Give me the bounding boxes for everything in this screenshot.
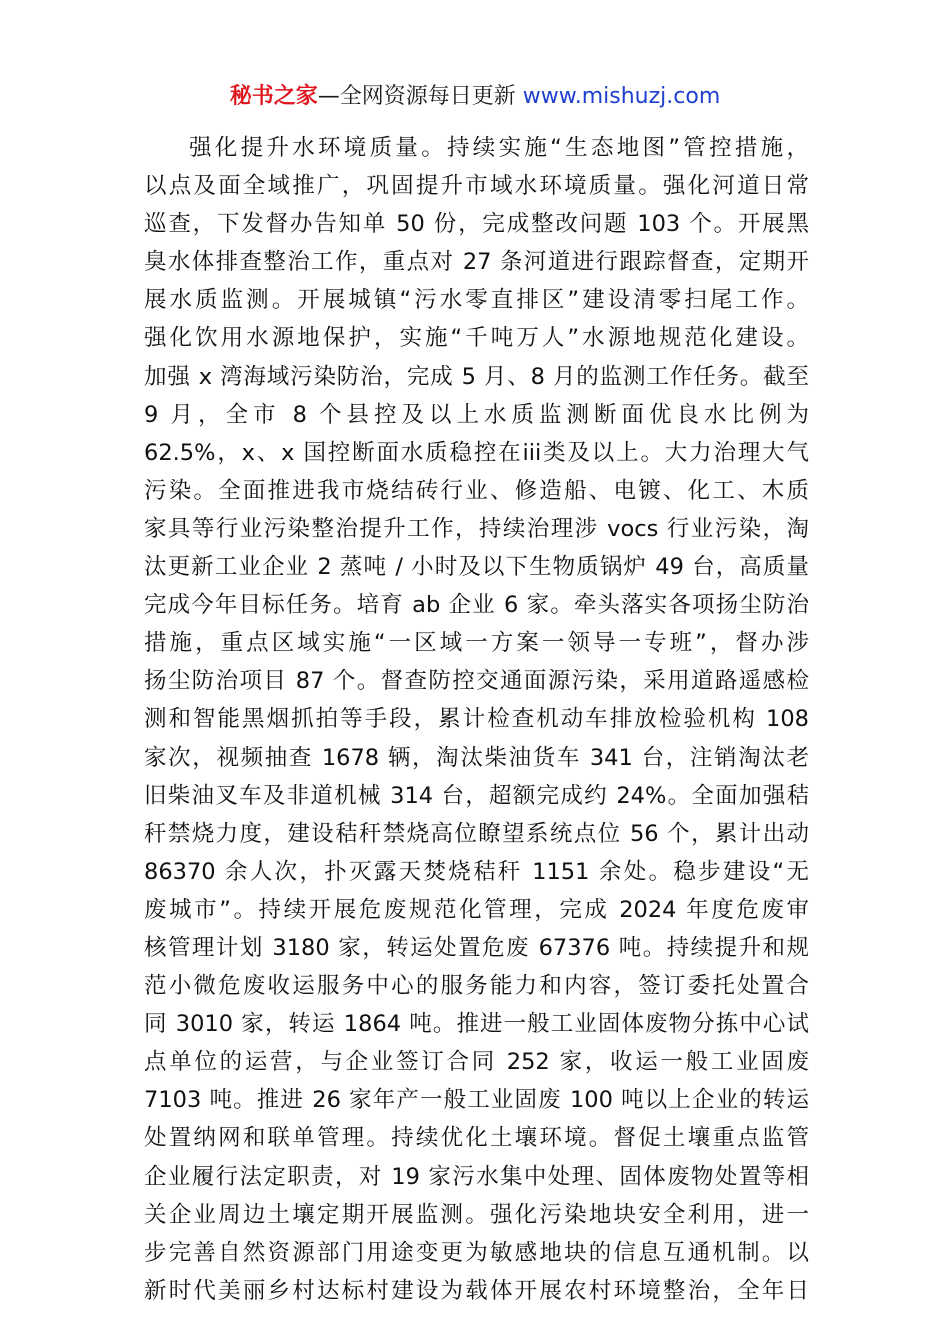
header-url-link[interactable]: www.mishuzj.com (522, 84, 721, 109)
body-line: 措施，重点区域实施“一区域一方案一领导一专班”，督办涉 (144, 630, 809, 657)
body-line: 点单位的运营，与企业签订合同 252 家，收运一般工业固废 (144, 1049, 809, 1076)
body-line: 新时代美丽乡村达标村建设为载体开展农村环境整治，全年日 (144, 1277, 809, 1304)
body-line: 秆禁烧力度，建设秸秆禁烧高位瞭望系统点位 56 个，累计出动 (144, 820, 809, 847)
body-line: 完成今年目标任务。培育 ab 企业 6 家。牵头落实各项扬尘防治 (144, 592, 809, 619)
body-line: 加强 x 湾海域污染防治，完成 5 月、8 月的监测工作任务。截至 (144, 363, 809, 390)
body-line: 测和智能黑烟抓拍等手段，累计检查机动车排放检验机构 108 (144, 706, 809, 733)
body-line: 污染。全面推进我市烧结砖行业、修造船、电镀、化工、木质 (144, 477, 809, 504)
page-header (0, 80, 950, 114)
body-line: 7103 吨。推进 26 家年产一般工业固废 100 吨以上企业的转运 (144, 1087, 809, 1114)
body-line: 9 月，全市 8 个县控及以上水质监测断面优良水比例为 (144, 401, 809, 428)
body-line: 企业履行法定职责，对 19 家污水集中处理、固体废物处置等相 (144, 1163, 809, 1190)
document-body (144, 129, 809, 1310)
body-line: 86370 余人次，扑灭露天焚烧秸秆 1151 余处。稳步建设“无 (144, 858, 809, 885)
body-line: 范小微危废收运服务中心的服务能力和内容，签订委托处置合 (144, 973, 809, 1000)
body-line: 旧柴油叉车及非道机械 314 台，超额完成约 24%。全面加强秸 (144, 782, 809, 809)
body-line: 以点及面全域推广，巩固提升市域水环境质量。强化河道日常 (144, 173, 809, 200)
body-line: 步完善自然资源部门用途变更为敏感地块的信息互通机制。以 (144, 1239, 809, 1266)
body-line: 强化饮用水源地保护，实施“千吨万人”水源地规范化建设。 (144, 325, 809, 352)
body-line: 巡查，下发督办告知单 50 份，完成整改问题 103 个。开展黑 (144, 211, 809, 238)
body-line: 扬尘防治项目 87 个。督查防控交通面源污染，采用道路遥感检 (144, 668, 809, 695)
body-line: 臭水体排查整治工作，重点对 27 条河道进行跟踪督查，定期开 (144, 249, 809, 276)
body-line: 处置纳网和联单管理。持续优化土壤环境。督促土壤重点监管 (144, 1125, 809, 1152)
body-line: 关企业周边土壤定期开展监测。强化污染地块安全利用，进一 (144, 1201, 809, 1228)
body-line: 家具等行业污染整治提升工作，持续治理涉 vocs 行业污染，淘 (144, 515, 809, 542)
body-line: 核管理计划 3180 家，转运处置危废 67376 吨。持续提升和规 (144, 934, 809, 961)
body-line: 62.5%，x、x 国控断面水质稳控在iii类及以上。大力治理大气 (144, 439, 809, 466)
header-tagline: —全网资源每日更新 (317, 84, 523, 109)
body-line: 废城市”。持续开展危废规范化管理，完成 2024 年度危废审 (144, 896, 809, 923)
body-line: 展水质监测。开展城镇“污水零直排区”建设清零扫尾工作。 (144, 287, 809, 314)
brand-name: 秘书之家 (229, 84, 318, 109)
body-line: 家次，视频抽查 1678 辆，淘汰柴油货车 341 台，注销淘汰老 (144, 744, 809, 771)
body-line: 同 3010 家，转运 1864 吨。推进一般工业固体废物分拣中心试 (144, 1011, 809, 1038)
body-line: 汰更新工业企业 2 蒸吨 / 小时及以下生物质锅炉 49 台，高质量 (144, 554, 809, 581)
body-line: 强化提升水环境质量。持续实施“生态地图”管控措施， (189, 135, 809, 161)
